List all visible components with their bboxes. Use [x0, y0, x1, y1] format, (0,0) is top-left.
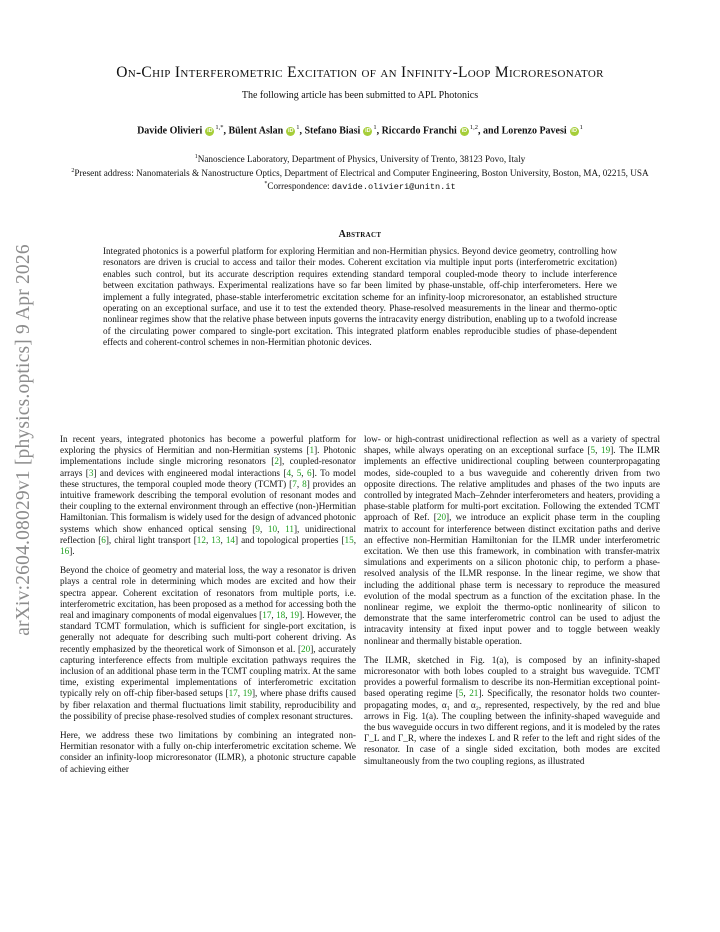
body-text: Beyond the choice of geometry and material loss, the way a resonator is driven plays a central role in determining which modes are excited and how their spectra appear. Coherent excitation of resonators from multiple ports, i.e. interferometric excitation, has been proposed as a method for accessing both the real and imaginary components of modal eigenvalues [: [60, 565, 356, 621]
submission-note: The following article has been submitted to APL Photonics: [241, 90, 479, 101]
citation-link[interactable]: 18: [276, 610, 286, 621]
body-text: ,: [285, 610, 290, 621]
orcid-icon[interactable]: iD: [207, 128, 213, 135]
body-text: ,: [301, 467, 307, 478]
citation-link[interactable]: 16: [60, 546, 70, 557]
orcid-icon[interactable]: iD: [461, 128, 468, 135]
affiliation-2-text: Present address: Nanomaterials & Nanostructure Optics, Department of Electrical and Computer Engineering, Boston University, Boston, MA, 02215, USA: [74, 167, 649, 178]
body-text: ,: [205, 534, 212, 545]
citation-link[interactable]: 20: [436, 512, 447, 523]
body-text: ]. To model these structures, the temporal coupled mode theory (TCMT) [: [60, 467, 357, 489]
body-text: ]. Specifically, the resonator holds two counter-propagating modes, α₁ and α₂, represented, respectively, by the red and blue arrows in Fig. 1(a). The coupling between the infinity-shaped waveguide and the bus waveguide occurs in two different regions, and it is modeled by the rates Γ_L and Γ_R, where the indexes L and R refer to the left and right sides of the resonator. In case of a single sided excitation, both modes are excited simultaneously from the two coupling regions, as illustrated: [364, 688, 660, 766]
author-separator: ,: [223, 125, 229, 137]
author-affiliation-marker: 1: [296, 124, 300, 131]
author-name: Lorenzo Pavesi: [501, 125, 567, 137]
body-text: ,: [463, 688, 470, 699]
citation-link[interactable]: 19: [289, 610, 300, 621]
citation-link[interactable]: 3: [88, 467, 94, 478]
body-text: ]. However, the standard TCMT formulation, which is sufficient for single-port excitation, is generally not adequate for describing such multi-port coherent driving. As recently emphasized by the theoretical work of Simonson et al. [: [60, 610, 357, 654]
citation-link[interactable]: 8: [302, 478, 307, 489]
citation-link[interactable]: 20: [301, 643, 311, 654]
author-affiliation-marker: 1: [373, 124, 377, 131]
author-name: Riccardo Franchi: [381, 125, 457, 137]
citation-link[interactable]: 2: [274, 456, 279, 467]
correspondence-email[interactable]: davide.olivieri@unitn.it: [331, 182, 456, 193]
body-paragraph: [60, 565, 356, 722]
citation-link[interactable]: 15: [344, 534, 354, 545]
citation-link[interactable]: 17: [262, 610, 272, 621]
body-text: ] and topological properties [: [235, 534, 345, 545]
citation-link[interactable]: 6: [306, 467, 312, 478]
correspondence: [56, 179, 664, 194]
body-text: ] and devices with engineered modal interactions [: [93, 467, 287, 478]
author-separator: ,: [299, 125, 305, 137]
citation-link[interactable]: 12: [196, 534, 206, 545]
arxiv-identifier-stamp: [6, 230, 42, 650]
body-column-right: [364, 434, 660, 775]
body-text: Here, we address these two limitations by combining an integrated non-Hermitian resonator with a fully on-chip interferometric excitation scheme. We consider an infinity-loop microresonator (ILMR), a photonic structure capable of achieving either: [60, 730, 356, 774]
affiliation-1: [56, 152, 664, 166]
body-text: ], coupled-resonator arrays [: [60, 456, 356, 478]
body-text: ,: [237, 688, 243, 699]
body-text: ,: [296, 478, 303, 489]
author-affiliation-marker: 1: [579, 124, 583, 131]
body-text: ].: [69, 546, 75, 557]
author-separator: , and: [477, 125, 502, 137]
body-text: ,: [291, 467, 297, 478]
body-text: low- or high-contrast unidirectional reflection as well as a variety of spectral shapes, while always operating on an exceptional surface [: [364, 434, 660, 456]
citation-link[interactable]: 21: [469, 688, 479, 699]
body-text: ], unidirectional reflection [: [60, 523, 357, 545]
affiliation-2-marker: 2: [71, 167, 75, 174]
body-column-left: [60, 434, 356, 783]
body-paragraph: [364, 434, 660, 647]
body-text: ], where phase drifts caused by fiber relaxation and thermal fluctuations limit stability, reproducibility and the possibility of precise phase-resolved studies of complex resonant structures.: [60, 688, 357, 721]
orcid-icon[interactable]: iD: [287, 128, 294, 135]
body-text: ], chiral light transport [: [105, 534, 197, 545]
affiliation-2: [56, 166, 664, 180]
citation-link[interactable]: 10: [267, 523, 278, 534]
body-text: ], we introduce an explicit phase term in the coupling matrix to account for interference between distinct excitation paths and derive an effective non-Hermitian Hamiltonian for the ILMR under interferometric excitation. We then use this framework, in combination with transfer-matrix simulations and experiments on a silicon photonic chip, to perform a phase-resolved analysis of the ILMR response. In the linear regime, we show that including the additional phase term is necessary to reproduce the measured evolution of the modal spectrum as a function of the excitation phase. In the nonlinear regime, we exploit the thermo-optic nonlinearity of silicon to demonstrate that the same interferometric control can be used to adjust the intracavity intensity at fixed input power and to toggle between weakly nonlinear and thermally bistable operation.: [364, 512, 660, 646]
abstract-text: Integrated photonics is a powerful platform for exploring Hermitian and non-Hermitian physics. Beyond device geometry, controlling how resonators are driven is crucial to access and tailor their modes. Coherent excitation via multiple input ports (interferometric excitation) enables such control, but its accurate description requires extending standard temporal coupled-mode theory to include interference between excitation pathways. Experimental realizations have so far been limited by phase-unstable, off-chip interferometers. Here we implement a fully integrated, phase-stable interferometric excitation scheme for an infinity-loop microresonator, an established structure operating on an exceptional surface, and use it to test the extended theory. Phase-resolved measurements in the linear and thermo-optic nonlinear regimes show that the relative phase between inputs governs the intracavity energy distribution, enabling up to a twofold increase of the circulating power compared to single-port excitation. This integrated platform enables reproducible studies of phase-dependent effects and coherent-control schemes in non-Hermitian photonic devices.: [103, 246, 617, 348]
author-list: [60, 124, 660, 136]
citation-link[interactable]: 9: [255, 523, 260, 534]
body-text: ]. Photonic implementations include single microring resonators [: [60, 445, 356, 467]
body-text: ]. The ILMR implements an effective unidirectional coupling between counterpropagating modes, side-coupled to a bus waveguide and coherently driven from two opposite directions. The relative amplitudes and phases of the two inputs are controlled by integrated Mach–Zehnder interferometers and heaters, providing a phase-stable platform for multi-port excitation. Following the extended TCMT approach of Ref. [: [364, 445, 660, 523]
citation-link[interactable]: 19: [601, 445, 611, 456]
orcid-icon[interactable]: iD: [365, 128, 371, 135]
correspondence-label: Correspondence:: [267, 181, 332, 192]
body-text: ,: [353, 534, 357, 545]
author-name: Stefano Biasi: [304, 125, 361, 137]
body-text: ] provides an intuitive framework describing the temporal evolution of resonant modes and their coupling to the external environment through an effective (non-)Hermitian Hamiltonian. This formalism is widely used for the design of advanced photonic systems which show enhanced optical sensing [: [60, 478, 357, 534]
author-name: Davide Olivieri: [137, 125, 203, 137]
body-text: The ILMR, sketched in Fig. 1(a), is composed by an infinity-shaped microresonator with both lobes coupled to a straight bus waveguide. TCMT provides a powerful formalism to describe its non-Hermitian exceptional point-based operating regime [: [364, 654, 660, 699]
citation-link[interactable]: 1: [309, 445, 315, 456]
abstract-heading: Abstract: [338, 229, 382, 240]
correspondence-marker: *: [264, 181, 268, 188]
author-affiliation-marker: 1,2: [469, 124, 478, 131]
body-paragraph: [60, 730, 356, 775]
affiliation-1-marker: 1: [194, 154, 198, 160]
body-paragraph: [60, 434, 356, 557]
citation-link[interactable]: 17: [228, 688, 238, 699]
orcid-icon[interactable]: iD: [571, 128, 577, 135]
citation-link[interactable]: 19: [242, 688, 252, 699]
citation-link[interactable]: 11: [285, 523, 294, 534]
affiliations: [56, 152, 664, 194]
body-text: ,: [220, 534, 226, 545]
citation-link[interactable]: 5: [296, 467, 302, 478]
author-separator: ,: [376, 125, 382, 137]
body-text: In recent years, integrated photonics has become a powerful platform for exploring the physics of Hermitian and non-Hermitian systems [: [60, 434, 356, 456]
citation-link[interactable]: 5: [590, 445, 596, 456]
author-affiliation-marker: 1,*: [215, 124, 224, 131]
body-text: ,: [259, 523, 268, 534]
citation-link[interactable]: 4: [286, 467, 292, 478]
body-text: ,: [271, 610, 277, 621]
citation-link[interactable]: 6: [101, 534, 106, 545]
body-text: ,: [595, 445, 602, 456]
affiliation-1-text: Nanoscience Laboratory, Department of Physics, University of Trento, 38123 Povo, Italy: [197, 154, 526, 165]
citation-link[interactable]: 13: [211, 534, 221, 545]
citation-link[interactable]: 14: [225, 534, 235, 545]
body-text: ], accurately capturing interference effects from multiple excitation pathways requires the inclusion of an additional phase term in the TCMT coupling matrix. At the same time, existing experimental implementations of interferometric excitation typically rely on off-chip fiber-based setups [: [60, 643, 356, 699]
citation-link[interactable]: 5: [458, 688, 464, 699]
body-paragraph: [364, 655, 660, 767]
author-name: Bülent Aslan: [228, 125, 284, 137]
paper-title: On-Chip Interferometric Excitation of an Infinity-Loop Microresonator: [116, 64, 604, 81]
citation-link[interactable]: 7: [292, 478, 297, 489]
arxiv-id-text: arXiv:2604.08029v1 [physics.optics] 9 Apr 2026: [13, 244, 34, 636]
body-text: ,: [277, 523, 286, 534]
